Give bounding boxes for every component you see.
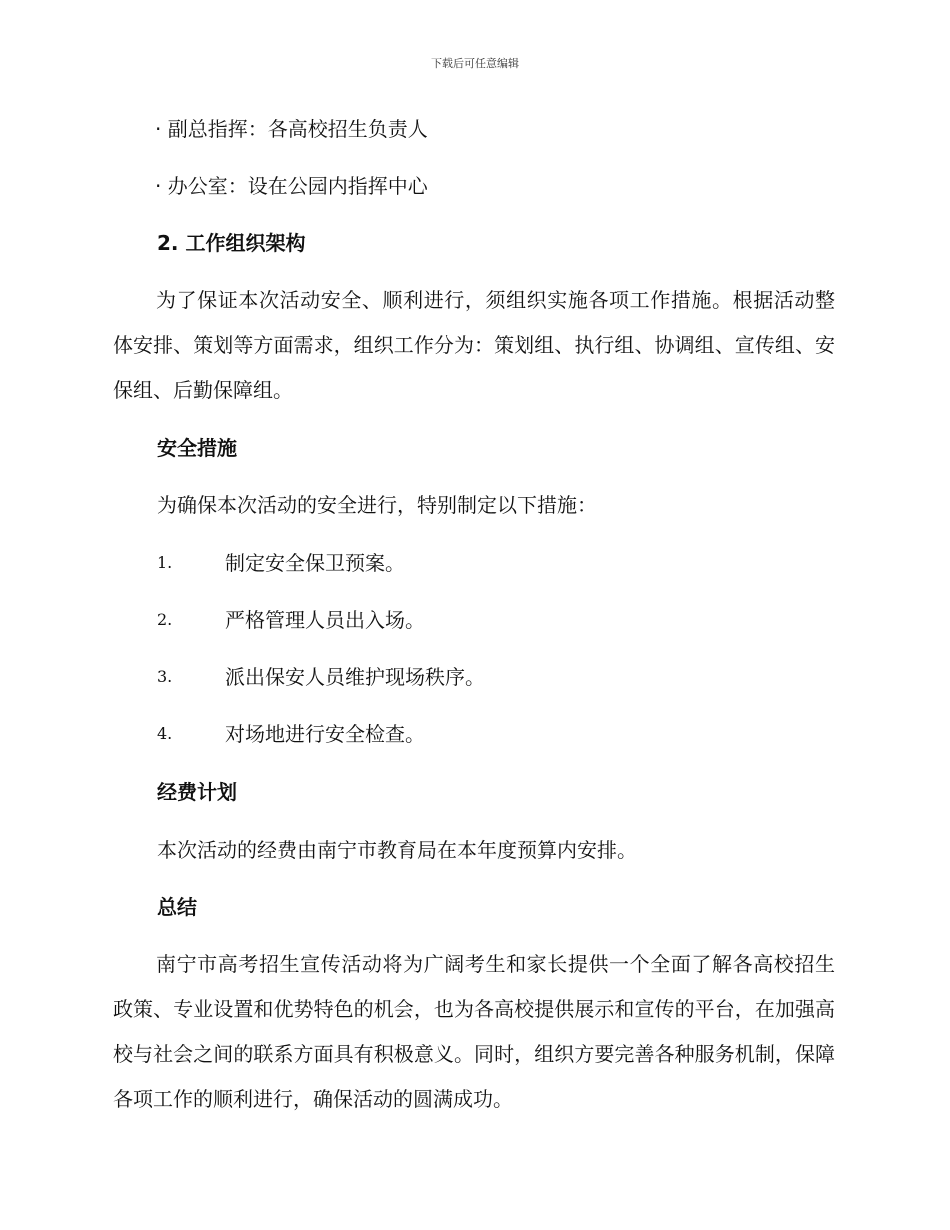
list-item-number: 4. bbox=[157, 724, 173, 743]
summary-paragraph: 南宁市高考招生宣传活动将为广阔考生和家长提供一个全面了解各高校招生政策、专业设置和优势特色的机会，也为各高校提供展示和宣传的平台，在加强高校与社会之间的联系方面具有积极意义。同时，组织方要完善各种服务机制，保障各项工作的顺利进行，确保活动的圆满成功。 bbox=[113, 952, 835, 1111]
list-item-number: 2. bbox=[157, 610, 173, 629]
list-item-text: 制定安全保卫预案。 bbox=[225, 551, 405, 575]
section-heading-safety: 安全措施 bbox=[157, 436, 237, 460]
bullet-office: · 办公室：设在公园内指挥中心 bbox=[155, 174, 428, 198]
list-item-number: 3. bbox=[157, 667, 173, 686]
section-heading-summary: 总结 bbox=[157, 895, 197, 919]
section-heading-budget: 经费计划 bbox=[157, 780, 237, 804]
safety-intro: 为确保本次活动的安全进行，特别制定以下措施： bbox=[157, 493, 597, 517]
list-item-text: 对场地进行安全检查。 bbox=[225, 722, 425, 746]
organization-paragraph: 为了保证本次活动安全、顺利进行，须组织实施各项工作措施。根据活动整体安排、策划等方面需求，组织工作分为：策划组、执行组、协调组、宣传组、安保组、后勤保障组。 bbox=[113, 288, 835, 402]
list-item-number: 1. bbox=[157, 553, 173, 572]
list-item-text: 严格管理人员出入场。 bbox=[225, 608, 425, 632]
header-note: 下载后可任意编辑 bbox=[431, 57, 519, 70]
budget-text: 本次活动的经费由南宁市教育局在本年度预算内安排。 bbox=[157, 838, 637, 862]
section-heading-organization: 2. 工作组织架构 bbox=[157, 231, 306, 255]
list-item-text: 派出保安人员维护现场秩序。 bbox=[225, 665, 485, 689]
bullet-deputy-commander: · 副总指挥：各高校招生负责人 bbox=[155, 117, 428, 141]
